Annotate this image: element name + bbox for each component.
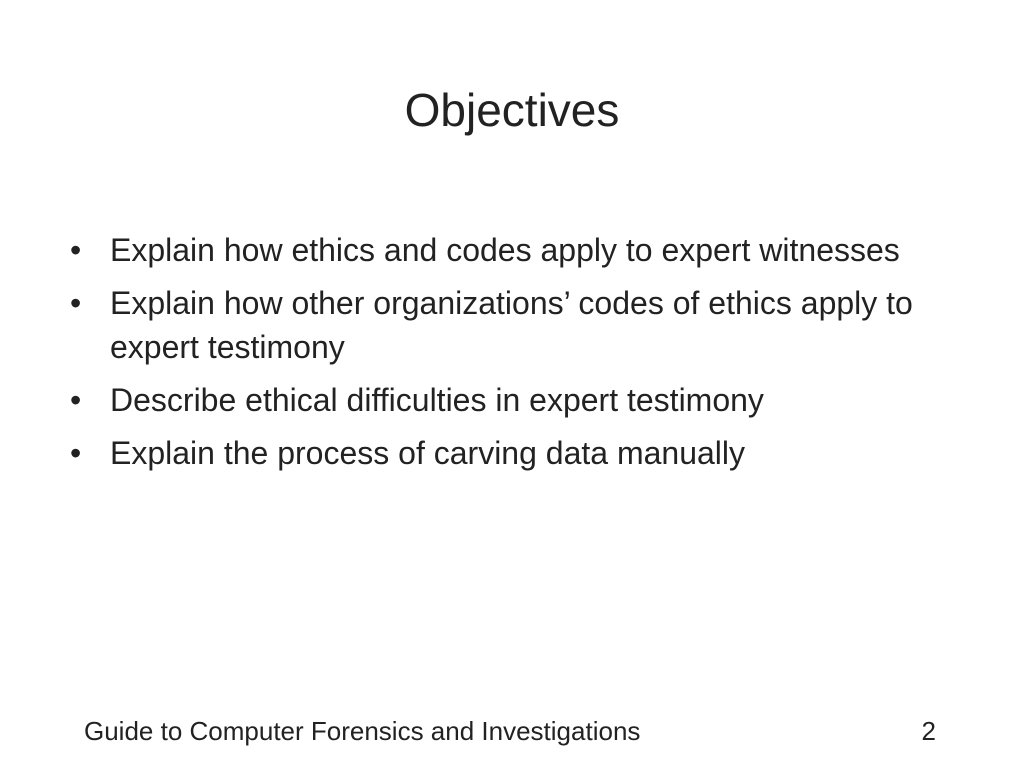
bullet-item [70,228,930,272]
bullet-item [70,378,930,422]
bullet-list [70,228,930,484]
bullet-icon: • [70,285,82,321]
bullet-item [70,431,930,475]
bullet-text: Explain how other organizations’ codes of ethics apply to expert testimony [110,285,913,365]
bullet-icon: • [70,435,82,471]
bullet-icon: • [70,382,82,418]
bullet-text: Describe ethical difficulties in expert testimony [110,382,764,418]
bullet-text: Explain the process of carving data manually [110,435,746,471]
bullet-icon: • [70,232,82,268]
footer-title: Guide to Computer Forensics and Investigations [84,716,641,746]
bullet-item [70,281,930,369]
slide-title: Objectives [404,84,620,136]
page-number: 2 [921,716,936,746]
bullet-text: Explain how ethics and codes apply to expert witnesses [110,232,900,268]
